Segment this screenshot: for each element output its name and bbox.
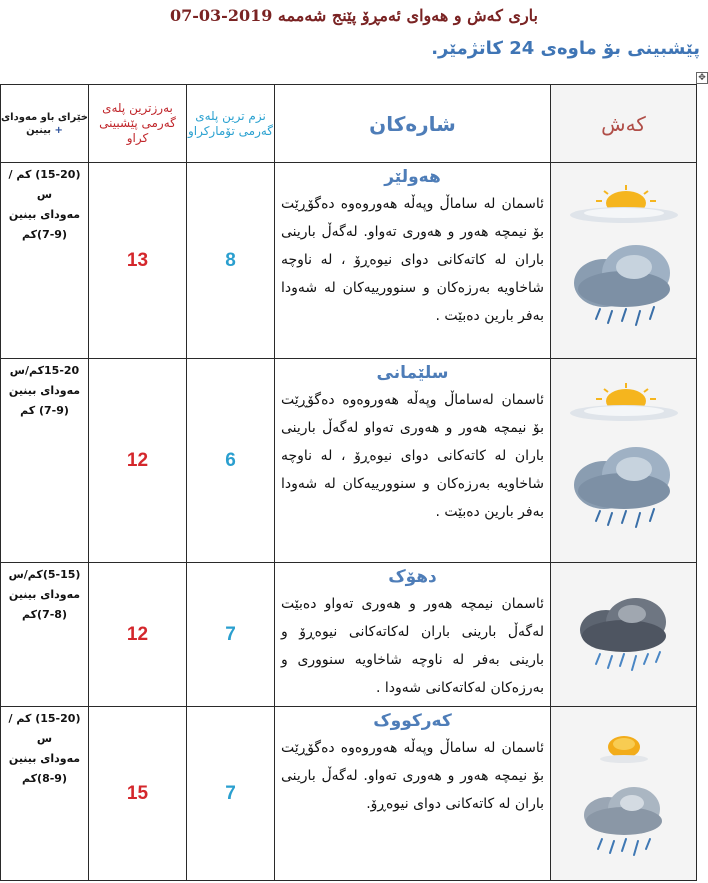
- rain-cloud-icon: [564, 439, 684, 539]
- wind-cell: [1, 359, 89, 563]
- header-wind: [1, 85, 89, 163]
- city-name: هەولێر: [384, 167, 441, 187]
- visibility-range: (7-8)کم: [22, 608, 67, 621]
- min-temp-cell: 8: [187, 163, 275, 359]
- max-temp-cell: 12: [89, 563, 187, 707]
- min-temp-cell: 7: [187, 707, 275, 881]
- sun-icon: [594, 727, 654, 767]
- city-name: سلێمانی: [376, 363, 449, 383]
- condition-cell: [551, 563, 697, 707]
- sun-partly-icon: [564, 185, 684, 225]
- visibility-label: مەودای بینین: [8, 588, 81, 601]
- city-cell: [275, 563, 551, 707]
- table-row: [1, 163, 697, 359]
- city-forecast-text: ئاسمان لە ساماڵ وپەڵە هەوروەوە دەگۆڕێت بۆ نیمچە هەور و هەوری تەواو. لەگەڵ بارینی باران لە کاتەکانی دوای نیوەڕۆ.: [281, 740, 544, 812]
- table-row: [1, 563, 697, 707]
- city-cell: [275, 707, 551, 881]
- wind-speed: (5-15)کم/س: [8, 568, 81, 581]
- wind-speed: 15-20کم/س: [9, 364, 80, 377]
- wind-speed: (15-20) کم /س: [8, 712, 81, 745]
- visibility-label: مەودای بینین: [8, 752, 81, 765]
- table-header-row: [1, 85, 697, 163]
- visibility-range: (7-9) کم: [20, 404, 69, 417]
- condition-cell: [551, 359, 697, 563]
- header-condition: کەش: [551, 85, 697, 163]
- forecast-table: [0, 84, 697, 881]
- header-wind-plus: +: [54, 124, 63, 136]
- page-subtitle: پێشبینی بۆ ماوەی 24 کاتژمێر.: [431, 38, 700, 59]
- table-row: [1, 359, 697, 563]
- page-title: باری کەش و هەوای ئەمڕۆ پێنج شەممە 2019-03-07: [170, 6, 538, 25]
- wind-cell: [1, 707, 89, 881]
- wind-cell: [1, 163, 89, 359]
- sun-partly-icon: [564, 383, 684, 423]
- header-max-temp: بەرزترین پلەی گەرمی پێشبینی کراو: [89, 85, 187, 163]
- max-temp-cell: 15: [89, 707, 187, 881]
- city-cell: [275, 359, 551, 563]
- header-city: شارەکان: [275, 85, 551, 163]
- visibility-label: مەودای بینین: [8, 384, 81, 397]
- city-name: دهۆک: [388, 567, 437, 587]
- header-wind-text: خێرای باو مەودای بینین: [1, 111, 88, 136]
- rain-cloud-icon: [574, 781, 674, 861]
- visibility-range: (8-9)کم: [22, 772, 67, 785]
- city-forecast-text: ئاسمان نیمچە هەور و هەوری تەواو دەبێت لەگەڵ بارینی باران لەکاتەکانی نیوەڕۆ و بارینی بەفر لە ناوچە شاخاویە سنووری و بەرزەکان لەکاتەکانی شەودا .: [281, 596, 544, 696]
- visibility-range: (7-9)کم: [22, 228, 67, 241]
- city-forecast-text: ئاسمان لەساماڵ وپەڵە هەوروەوە دەگۆڕێت بۆ نیمچە هەور و هەوری تەواو لەگەڵ بارینی باران لە کاتەکانی دوای نیوەڕۆ ، لە ناوچە شاخاویە بەرزەکان و سنوورییەکان لە شەودا بەفر بارین دەبێت .: [281, 392, 544, 520]
- city-cell: [275, 163, 551, 359]
- wind-cell: [1, 563, 89, 707]
- header-min-temp: نزم ترین پلەی گەرمی تۆمارکراو: [187, 85, 275, 163]
- condition-cell: [551, 163, 697, 359]
- max-temp-cell: 13: [89, 163, 187, 359]
- city-name: کەرکووک: [373, 711, 452, 731]
- wind-speed: (15-20) کم /س: [8, 168, 81, 201]
- max-temp-cell: 12: [89, 359, 187, 563]
- min-temp-cell: 6: [187, 359, 275, 563]
- visibility-label: مەودای بینین: [8, 208, 81, 221]
- condition-cell: [551, 707, 697, 881]
- city-forecast-text: ئاسمان لە ساماڵ وپەڵە هەوروەوە دەگۆڕێت بۆ نیمچە هەور و هەوری تەواو. لەگەڵ بارینی باران لە کاتەکانی دوای نیوەڕۆ ، لە ناوچە شاخاویە بەرزەکان و سنوورییەکان لە شەودا بەفر بارین دەبێت .: [281, 196, 544, 324]
- table-move-handle-icon[interactable]: ✥: [696, 72, 708, 84]
- rain-cloud-icon: [564, 237, 684, 337]
- table-row: [1, 707, 697, 881]
- dark-rain-cloud-icon: [574, 590, 674, 680]
- min-temp-cell: 7: [187, 563, 275, 707]
